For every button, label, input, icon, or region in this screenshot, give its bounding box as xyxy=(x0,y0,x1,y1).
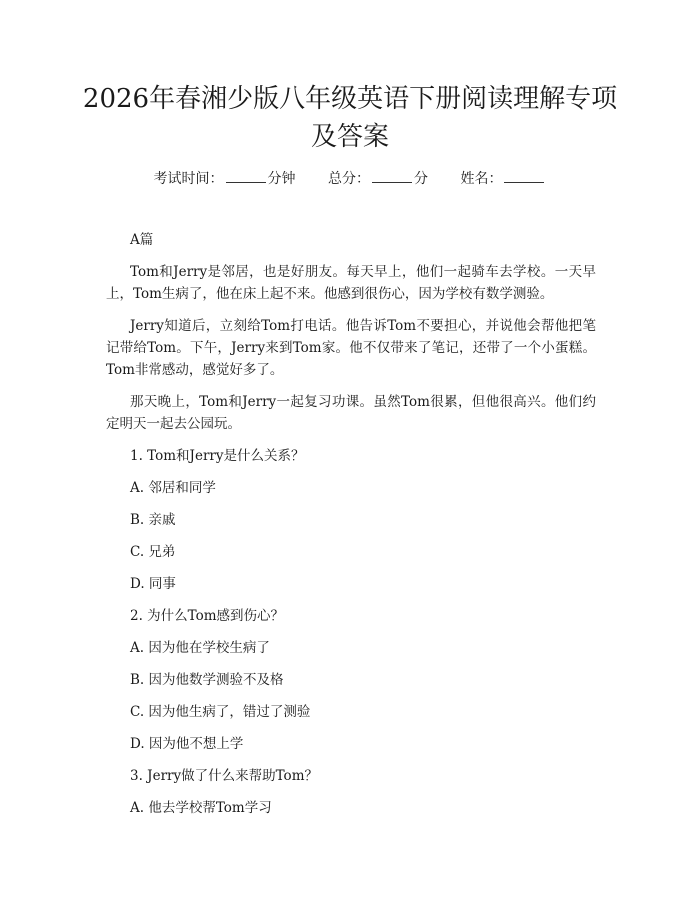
section-heading: A篇 xyxy=(130,232,154,248)
answer-option: A. 邻居和同学 xyxy=(130,480,216,496)
answer-option: C. 兄弟 xyxy=(130,544,176,560)
answer-option: D. 因为他不想上学 xyxy=(130,736,244,752)
reading-section xyxy=(106,229,596,829)
exam-time-label: 考试时间： xyxy=(153,171,224,187)
passage-paragraph: Jerry知道后，立刻给Tom打电话。他告诉Tom不要担心，并说他会帮他把笔记带给Tom。下午，Jerry来到Tom家。他不仅带来了笔记，还带了一个小蛋糕。Tom非常感动，感觉好多了。 xyxy=(106,318,596,378)
answer-option: B. 因为他数学测验不及格 xyxy=(130,672,284,688)
exam-time-unit: 分钟 xyxy=(267,171,296,187)
answer-option: D. 同事 xyxy=(130,576,176,592)
question-stem: 3. Jerry做了什么来帮助Tom？ xyxy=(130,768,318,784)
total-score-label: 总分： xyxy=(328,171,370,187)
passage-paragraph: Tom和Jerry是邻居，也是好朋友。每天早上，他们一起骑车去学校。一天早上，Tom生病了，他在床上起不来。他感到很伤心，因为学校有数学测验。 xyxy=(106,264,596,302)
student-name-label: 姓名： xyxy=(460,171,503,187)
question-stem: 1. Tom和Jerry是什么关系？ xyxy=(130,448,305,464)
exam-time-blank xyxy=(226,168,266,183)
answer-option: A. 因为他在学校生病了 xyxy=(130,640,270,656)
document-title: 2026年春湘少版八年级英语下册阅读理解专项及答案 xyxy=(82,84,618,152)
total-score-unit: 分 xyxy=(414,171,428,187)
total-score-blank xyxy=(372,168,412,183)
student-name-blank xyxy=(504,168,544,183)
answer-option: C. 因为他生病了，错过了测验 xyxy=(130,704,311,720)
student-name-field xyxy=(460,168,546,189)
exam-info-line xyxy=(0,168,700,189)
passage-paragraph: 那天晚上，Tom和Jerry一起复习功课。虽然Tom很累，但他很高兴。他们约定明天一起去公园玩。 xyxy=(106,394,596,432)
answer-option: A. 他去学校帮Tom学习 xyxy=(130,800,272,816)
answer-option: B. 亲戚 xyxy=(130,512,176,528)
total-score-field xyxy=(328,168,428,189)
exam-time-field xyxy=(154,168,296,189)
question-stem: 2. 为什么Tom感到伤心？ xyxy=(130,608,285,624)
